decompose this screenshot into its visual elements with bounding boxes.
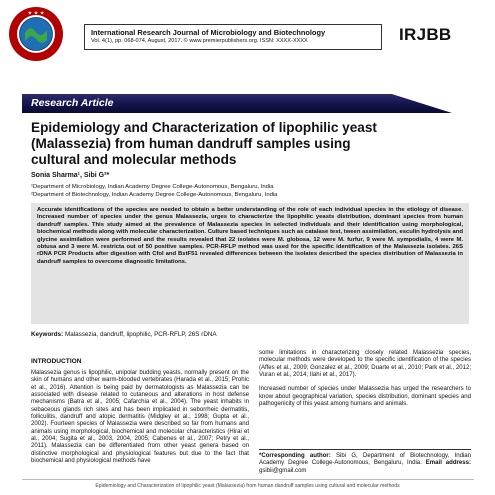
- running-footer: Epidemiology and Characterization of lipophilic yeast (Malassezia) from human dandruff samples using cultural and molecular methods: [95, 483, 400, 489]
- journal-info-box: [84, 24, 382, 50]
- affiliation-1: ¹Department of Microbiology, Indian Academy Degree College-Autonomous, Bengaluru, India: [31, 184, 274, 190]
- keywords-text: Malassezia, dandruff, lipophilic, PCR-RFLP, 26S rDNA: [64, 331, 217, 338]
- journal-abbreviation: IRJBB: [399, 25, 452, 44]
- corresponding-author-note: [259, 449, 471, 475]
- journal-name: International Research Journal of Microbiology and Biotechnology: [91, 28, 326, 37]
- keywords: [31, 331, 217, 339]
- publisher-logo: [8, 6, 64, 62]
- abstract-text: Accurate identifications of the species are needed to obtain a better understanding of the role of each individual species in the etiology of disease. Increased number of species under the genus Malassezia, urges to characterize the lipophilic yeasts distribution, dominant species from human dandruff samples. This study aimed at the prevalence of Malassezia species in selected individuals and their identification using morphological, biochemical methods along with molecular characterization. Culture based techniques such as catalase test, tween assimilation, esculin hydrolysis and glycine assimilation were performed and the results revealed that 22 isolates were M. globosa, 12 were M. furfur, 9 were M. sympodialis, 4 were M. obtusa and 3 were M. restricta out of 50 positive samples. PCR-RFLP method was used for the specific identification of the Malassezia isolates. 26S rDNA PCR Products after digestion with CfoI and BstF51 revealed differences between the isolates described the species distribution of Malassezia in dandruff samples to overcome diagnostic limitations.: [37, 207, 463, 265]
- title-line-1: Epidemiology and Characterization of lipophilic yeast: [31, 120, 377, 135]
- svg-text:★ ★ ★: ★ ★ ★: [27, 10, 45, 17]
- publisher-seal-icon: [8, 6, 64, 62]
- body-column-right: [259, 350, 471, 415]
- body-column-left: [31, 370, 249, 472]
- article-type-label: Research Article: [31, 97, 114, 109]
- title-line-3: cultural and molecular methods: [31, 152, 237, 167]
- intro-paragraph-1: Malassezia genus is lipophilic, unipolar budding yeasts, normally present on the skin of humans and other warm-blooded vertebrates (Harada et al., 2015; Prohic et al., 2016). Attention is being paid by dermatologists as Malassezia can be associated with disease related to cutaneous and alterations in host defense mechanisms (Batra et al., 2005; Cafarchia et al., 2004). The yeast inhabits in sebaceous glands rich sites and has been implicated in seborrheic dermatitis, folliculitis, dandruff and atopic dermatitis (Midgley et al., 1998; Gupta et al., 2002). Fourteen species of Malassezia were described so far from humans and animals using morphological, biochemical and molecular characteristics (Hirai et al., 2004; Sugita et al., 2003, 2004, 2005; Cabenes et al., 2007; Petry et al., 2011). Malassezia can be differentiated from other yeast genera based on distinctive morphological and physiological features but due to the fact that biochemical and physiological methods have: [31, 370, 249, 465]
- affiliations: [31, 183, 277, 199]
- keywords-label: Keywords:: [31, 331, 64, 338]
- affiliation-2: ²Department of Biotechnology, Indian Academy Degree College-Autonomous, Bengaluru, India: [31, 192, 278, 198]
- intro-paragraph-2: some limitations in characterizing closely related Malassezia species, molecular methods were developed to the specific identification of the species (Affes et al., 2009; Gonzalez et al., 2009; Duarte et al., 2010; Park et al., 2012; Vuran et al., 2014; Ilahi et al., 2017).: [259, 350, 471, 379]
- footer-divider: [22, 479, 474, 480]
- abstract-box: [31, 203, 469, 324]
- authors: Sonia Sharma¹, Sibi G²*: [31, 172, 110, 179]
- email-address[interactable]: gsibii@gmail.com: [259, 467, 307, 474]
- section-heading-introduction: INTRODUCTION: [31, 358, 82, 365]
- intro-paragraph-3: Increased number of species under Malassezia has urged the researchers to know about geographical variation, species distribution, dominant species and pathogenicity of this yeast among humans and animals.: [259, 386, 471, 408]
- title-line-2: (Malassezia) from human dandruff samples using: [31, 136, 351, 151]
- corresponding-author-label: *Corresponding author:: [259, 453, 331, 459]
- email-label: Email address:: [425, 460, 471, 467]
- article-title: [31, 120, 471, 168]
- journal-meta: Vol. 4(1), pp. 068-074, August, 2017. © www.premierpublishers.org. ISSN: XXXX-XXXX: [91, 38, 308, 44]
- corresponding-author-text: Sibi G, Department of Biotechnology, Indian Academy Degree College-Autonomous, Bengaluru, India.: [259, 453, 472, 467]
